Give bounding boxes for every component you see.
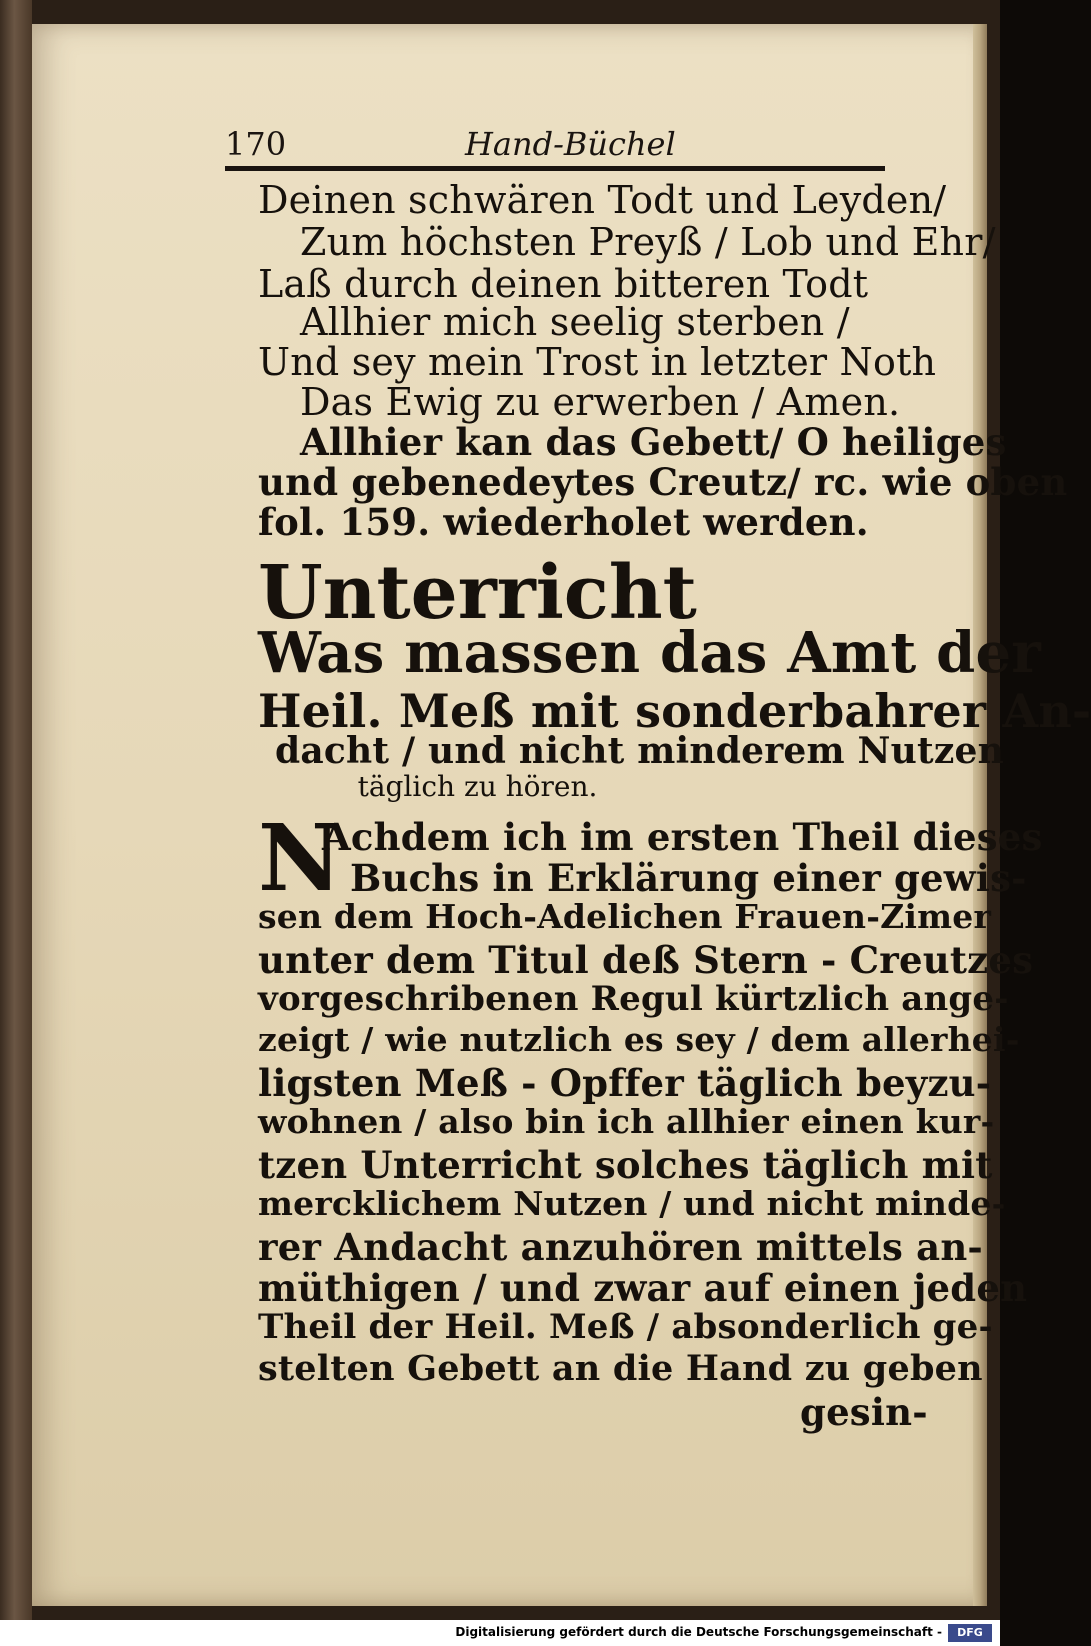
footer	[0, 1620, 1000, 1646]
page-number: 170	[225, 125, 287, 163]
catchword: gesin-	[800, 1390, 928, 1434]
verse-line: Zum höchsten Preyß / Lob und Ehr/	[300, 220, 996, 264]
drop-cap: N	[258, 804, 343, 912]
body-line: wohnen / also bin ich allhier einen kur-	[258, 1102, 995, 1141]
section-subtitle-line: Was massen das Amt der	[258, 620, 1041, 686]
body-line: unter dem Titul deß Stern - Creutzes	[258, 938, 1034, 982]
body-line: rer Andacht anzuhören mittels an-	[258, 1225, 983, 1269]
footer-credit: Digitalisierung gefördert durch die Deutsche Forschungsgemeinschaft -	[455, 1625, 942, 1639]
section-subtitle-line: dacht / und nicht minderem Nutzen	[275, 730, 1004, 772]
verse-line: Und sey mein Trost in letzter Noth	[258, 340, 937, 384]
body-line: tzen Unterricht solches täglich mit	[258, 1143, 993, 1187]
body-line: zeigt / wie nutzlich es sey / dem allerhei-	[258, 1020, 1020, 1059]
body-line: Achdem ich im ersten Theil dieses	[322, 815, 1043, 859]
dfg-logo: DFG	[948, 1624, 992, 1642]
page-header	[225, 125, 905, 169]
section-subtitle-line: Heil. Meß mit sonderbahrer An-	[258, 684, 1091, 738]
body-line: Theil der Heil. Meß / absonderlich ge-	[258, 1307, 993, 1347]
body-line: ligsten Meß - Opffer täglich beyzu-	[258, 1061, 992, 1105]
header-rule	[225, 166, 885, 171]
verse-line: Deinen schwären Todt und Leyden/	[258, 178, 947, 222]
body-line: mercklichem Nutzen / und nicht minde-	[258, 1184, 1006, 1223]
body-line: vorgeschribenen Regul kürtzlich ange-	[258, 979, 1009, 1019]
body-line: Buchs in Erklärung einer gewis-	[350, 856, 1027, 900]
body-line: stelten Gebett an die Hand zu geben	[258, 1348, 983, 1389]
book-spine	[0, 0, 32, 1620]
body-line: müthigen / und zwar auf einen jeden	[258, 1266, 1028, 1310]
body-line: sen dem Hoch-Adelichen Frauen-Zimer	[258, 897, 992, 936]
note-line: Allhier kan das Gebett/ O heiliges	[300, 420, 1007, 464]
note-line: fol. 159. wiederholet werden.	[258, 500, 869, 544]
section-subtitle-line: täglich zu hören.	[357, 770, 598, 803]
verse-line: Das Ewig zu erwerben / Amen.	[300, 380, 901, 424]
note-line: und gebenedeytes Creutz/ rc. wie oben	[258, 460, 1068, 504]
section-title: Unterricht	[258, 550, 697, 636]
verse-line: Allhier mich seelig sterben /	[300, 300, 850, 344]
verse-line: Laß durch deinen bitteren Todt	[258, 262, 869, 306]
running-title: Hand-Büchel	[465, 125, 676, 163]
